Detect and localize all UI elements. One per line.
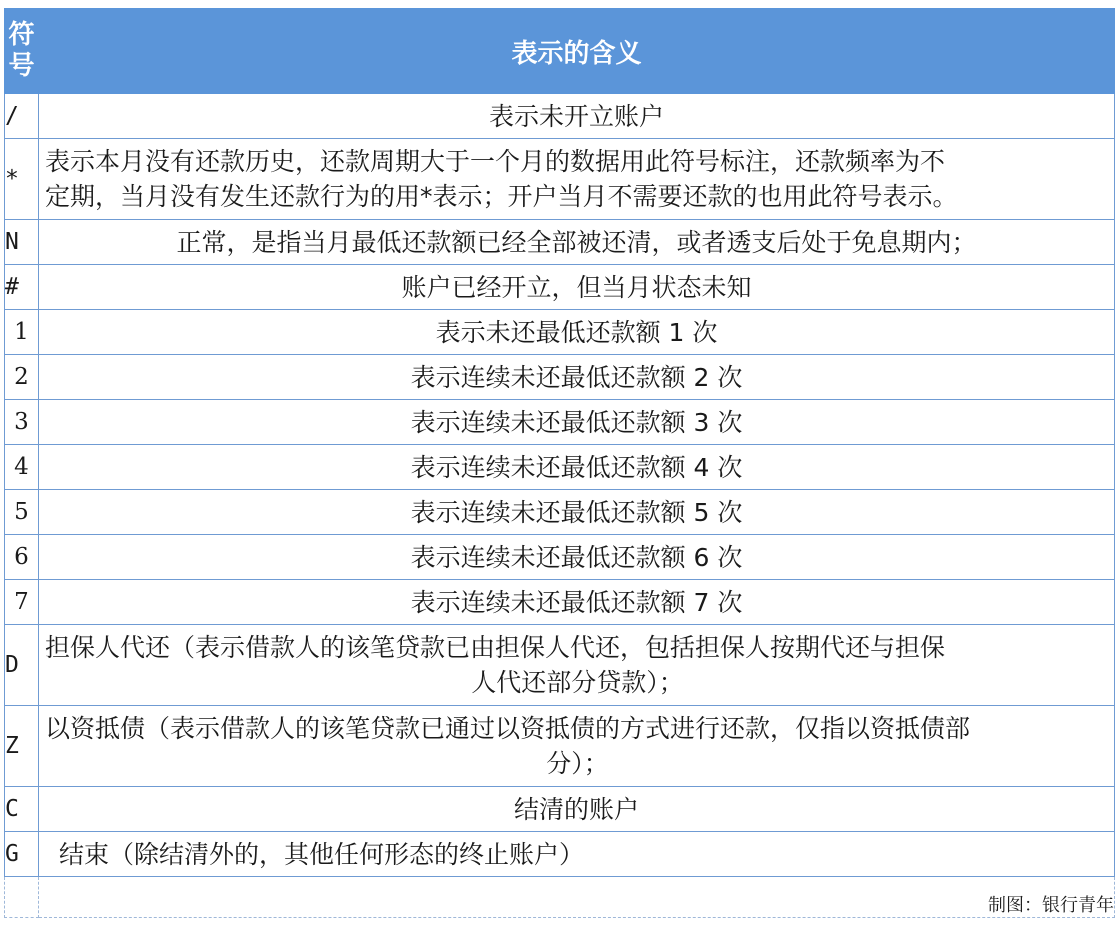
meaning-line: 以资抵债（表示借款人的该笔贷款已通过以资抵债的方式进行还款，仅指以资抵债部 — [45, 714, 971, 743]
row-meaning: 表示连续未还最低还款额 7 次 — [39, 580, 1115, 625]
row-meaning: 表示连续未还最低还款额 4 次 — [39, 445, 1115, 490]
row-symbol: * — [5, 139, 39, 220]
meaning-line: 分）； — [546, 749, 609, 778]
row-meaning: 表示未开立账户 — [39, 94, 1115, 139]
row-symbol: 4 — [5, 445, 39, 490]
row-meaning: 表示连续未还最低还款额 5 次 — [39, 490, 1115, 535]
table-row — [5, 220, 1115, 265]
row-symbol: G — [5, 832, 39, 877]
row-symbol: Z — [5, 706, 39, 787]
row-symbol: C — [5, 787, 39, 832]
table-row — [5, 490, 1115, 535]
table-row — [5, 400, 1115, 445]
row-symbol: D — [5, 625, 39, 706]
row-meaning: 表示连续未还最低还款额 3 次 — [39, 400, 1115, 445]
table-row — [5, 580, 1115, 625]
row-symbol: 2 — [5, 355, 39, 400]
row-meaning: 结束（除结清外的，其他任何形态的终止账户） — [39, 832, 1115, 877]
row-meaning — [39, 706, 1115, 787]
row-meaning: 结清的账户 — [39, 787, 1115, 832]
header-symbol: 符号 — [5, 9, 39, 94]
table-row — [5, 445, 1115, 490]
row-symbol: / — [5, 94, 39, 139]
table-row — [5, 139, 1115, 220]
symbol-meaning-table — [4, 8, 1115, 918]
meaning-line: 定期，当月没有发生还款行为的用*表示；开户当月不需要还款的也用此符号表示。 — [45, 182, 958, 211]
row-meaning: 表示连续未还最低还款额 6 次 — [39, 535, 1115, 580]
table-row — [5, 94, 1115, 139]
table-row — [5, 706, 1115, 787]
table-row — [5, 355, 1115, 400]
meaning-line: 表示本月没有还款历史，还款周期大于一个月的数据用此符号标注，还款频率为不 — [45, 147, 946, 176]
table-row — [5, 310, 1115, 355]
footer-row — [5, 877, 1115, 918]
row-meaning: 表示未还最低还款额 1 次 — [39, 310, 1115, 355]
row-meaning — [39, 139, 1115, 220]
image-credit: 制图：银行青年 — [39, 877, 1115, 918]
row-meaning: 账户已经开立，但当月状态未知 — [39, 265, 1115, 310]
row-symbol: N — [5, 220, 39, 265]
row-symbol: 1 — [5, 310, 39, 355]
table-header-row — [5, 9, 1115, 94]
meaning-line: 人代还部分贷款）； — [471, 668, 684, 697]
row-meaning: 正常，是指当月最低还款额已经全部被还清，或者透支后处于免息期内； — [39, 220, 1115, 265]
row-symbol: # — [5, 265, 39, 310]
row-symbol: 3 — [5, 400, 39, 445]
row-symbol: 6 — [5, 535, 39, 580]
row-symbol: 5 — [5, 490, 39, 535]
header-meaning: 表示的含义 — [39, 9, 1115, 94]
row-meaning — [39, 625, 1115, 706]
table-row — [5, 535, 1115, 580]
footer-empty-cell — [5, 877, 39, 918]
table-row — [5, 265, 1115, 310]
meaning-line: 担保人代还（表示借款人的该笔贷款已由担保人代还，包括担保人按期代还与担保 — [45, 633, 946, 662]
row-symbol: 7 — [5, 580, 39, 625]
table-row — [5, 625, 1115, 706]
table-row — [5, 787, 1115, 832]
row-meaning: 表示连续未还最低还款额 2 次 — [39, 355, 1115, 400]
table-row — [5, 832, 1115, 877]
